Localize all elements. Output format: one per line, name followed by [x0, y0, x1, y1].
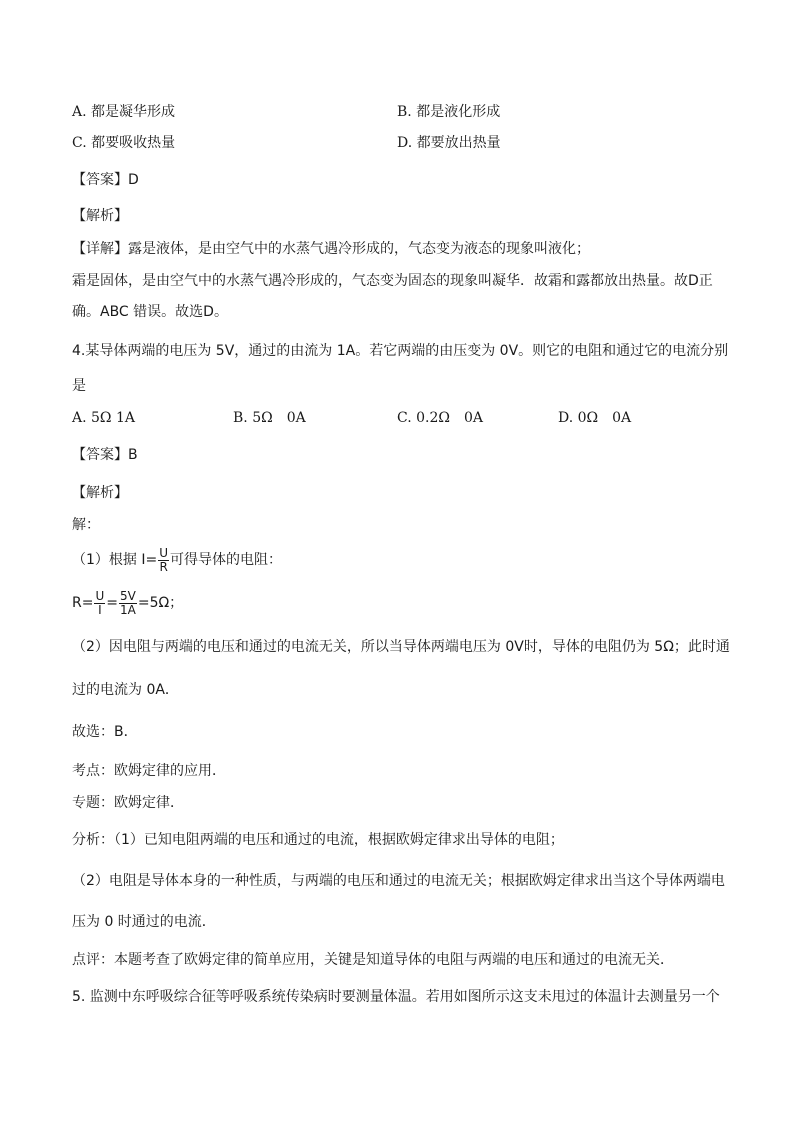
q3-detail-line: 【详解】露是液体，是由空气中的水蒸气遇冷形成的，气态变为液态的现象叫液化；: [72, 241, 590, 257]
q4-fenxi-line: 压为 0 时通过的电流．: [72, 914, 216, 930]
q4-step2-line: （2）因电阻与两端的电压和通过的电流无关，所以当导体两端电压为 0V时，导体的电阻仍为 5Ω；此时通: [72, 639, 730, 655]
q4-option-a: A. 5Ω 1A: [72, 410, 135, 426]
q4-stem-line: 是: [72, 378, 86, 394]
fraction-denominator: 1A: [120, 602, 136, 617]
fraction-numerator: U: [159, 545, 169, 560]
q4-option-b: B. 5Ω 0A: [233, 410, 306, 426]
q3-option-b: B. 都是液化形成: [397, 104, 501, 120]
q3-option-d: D. 都要放出热量: [397, 135, 501, 151]
q3-detail-line: 确。ABC 错误。故选D。: [72, 304, 228, 320]
q4-choose: 故选：B．: [72, 724, 138, 740]
q4-stem-line: 4.某导体两端的电压为 5V，通过的由流为 1A。若它两端的由压变为 0V。则它的电阻和通过它的电流分别: [72, 343, 729, 359]
q3-option-c: C. 都要吸收热量: [72, 135, 176, 151]
q3-analysis-label: 【解析】: [72, 208, 128, 224]
q3-answer: 【答案】D: [72, 172, 139, 188]
fraction-u-over-i: [94, 590, 105, 617]
q4-step1: [72, 545, 282, 575]
q4-step1-suffix: 可得导体的电阻：: [170, 552, 283, 568]
q4-solution-label: 解：: [72, 517, 100, 533]
q4-dianping: 点评：本题考查了欧姆定律的简单应用，关键是知道导体的电阻与两端的电压和通过的电流无关．: [72, 952, 674, 968]
q4-calc-equals: =: [106, 595, 118, 611]
fraction-u-over-r: [158, 547, 169, 574]
q4-option-c: C. 0.2Ω 0A: [397, 410, 484, 426]
q4-calc-prefix: R=: [72, 595, 94, 611]
fraction-denominator: I: [98, 602, 102, 617]
q3-option-a: A. 都是凝华形成: [72, 104, 176, 120]
q4-step2-line: 过的电流为 0A．: [72, 682, 179, 698]
q4-fenxi-line: 分析：（1）已知电阻两端的电压和通过的电流，根据欧姆定律求出导体的电阻；: [72, 832, 564, 848]
q4-step1-prefix: （1）根据 I=: [72, 552, 158, 568]
fraction-denominator: R: [159, 559, 168, 574]
q4-kaodian: 考点：欧姆定律的应用．: [72, 763, 226, 779]
q4-fenxi-line: （2）电阻是导体本身的一种性质，与两端的电压和通过的电流无关；根据欧姆定律求出当这个导体两端电: [72, 873, 725, 889]
fraction-numerator: 5V: [120, 588, 136, 603]
q5-stem-line: 5. 监测中东呼吸综合征等呼吸系统传染病时要测量体温。若用如图所示这支未甩过的体温计去测量另一个: [72, 989, 720, 1005]
q4-calculation: [72, 587, 183, 619]
q4-answer: 【答案】B: [72, 447, 138, 463]
q4-zhuanti: 专题：欧姆定律．: [72, 795, 184, 811]
q3-detail-line: 霜是固体，是由空气中的水蒸气遇冷形成的，气态变为固态的现象叫凝华．故霜和露都放出热量。故D正: [72, 273, 713, 289]
q4-calc-result: =5Ω；: [137, 595, 184, 611]
q4-option-d: D. 0Ω 0A: [558, 410, 632, 426]
q4-analysis-label: 【解析】: [72, 485, 128, 501]
fraction-5v-over-1a: [119, 590, 137, 617]
fraction-numerator: U: [95, 588, 105, 603]
